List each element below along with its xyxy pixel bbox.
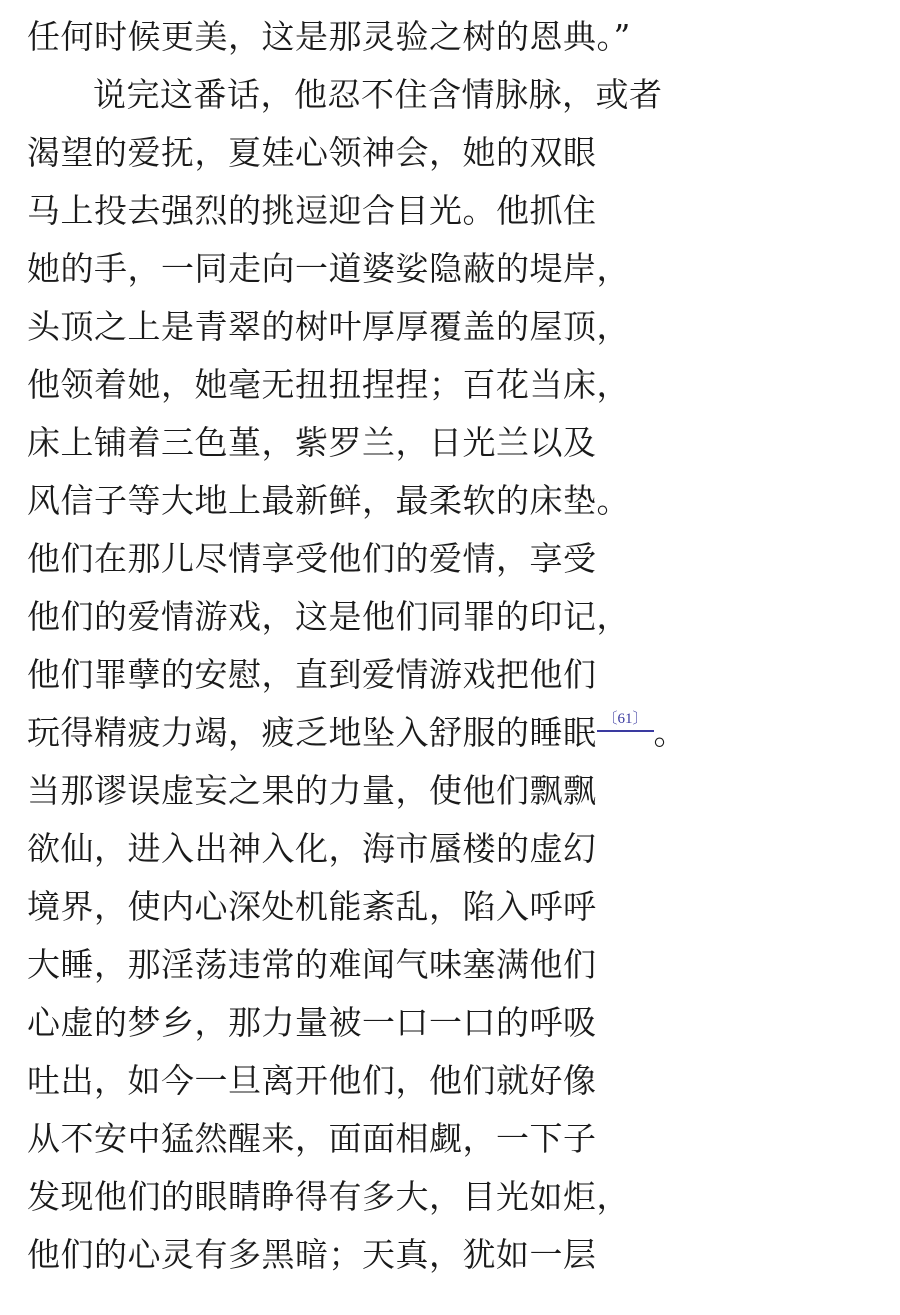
text-line-with-footnote <box>27 704 687 762</box>
paragraph-start-line: 说完这番话，他忍不住含情脉脉，或者 <box>93 75 663 114</box>
text-line: 当那谬误虚妄之果的力量，使他们飘飘 <box>27 771 597 810</box>
text-line: 任何时候更美，这是那灵验之树的恩典。” <box>27 17 631 56</box>
text-line: 心虚的梦乡，那力量被一口一口的呼吸 <box>27 1003 597 1042</box>
text-line: 床上铺着三色堇，紫罗兰，日光兰以及 <box>27 423 597 462</box>
text-line: 头顶之上是青翠的树叶厚厚覆盖的屋顶， <box>27 307 630 346</box>
text-line: 境界，使内心深处机能紊乱，陷入呼呼 <box>27 887 597 926</box>
text-line: 马上投去强烈的挑逗迎合目光。他抓住 <box>27 191 597 230</box>
text-line: 从不安中猛然醒来，面面相觑，一下子 <box>27 1119 597 1158</box>
text-segment: 。 <box>653 713 688 752</box>
text-line: 他们的心灵有多黑暗；天真，犹如一层 <box>27 1235 597 1274</box>
text-segment: 玩得精疲力竭，疲乏地坠入舒服的睡眠 <box>27 713 597 752</box>
text-line: 吐出，如今一旦离开他们，他们就好像 <box>27 1061 597 1100</box>
footnote-link[interactable]: 〔61〕 <box>597 712 654 732</box>
text-line: 发现他们的眼睛睁得有多大，目光如炬， <box>27 1177 630 1216</box>
text-line: 她的手，一同走向一道婆娑隐蔽的堤岸， <box>27 249 630 288</box>
text-line: 他们罪孽的安慰，直到爱情游戏把他们 <box>27 655 597 694</box>
text-line: 大睡，那淫荡违常的难闻气味塞满他们 <box>27 945 597 984</box>
text-line: 他们在那儿尽情享受他们的爱情，享受 <box>27 539 597 578</box>
text-line: 风信子等大地上最新鲜，最柔软的床垫。 <box>27 481 630 520</box>
text-line: 欲仙，进入出神入化，海市蜃楼的虚幻 <box>27 829 597 868</box>
text-line: 渴望的爱抚，夏娃心领神会，她的双眼 <box>27 133 597 172</box>
text-line: 他们的爱情游戏，这是他们同罪的印记， <box>27 597 630 636</box>
text-line: 他领着她，她毫无扭扭捏捏；百花当床， <box>27 365 630 404</box>
